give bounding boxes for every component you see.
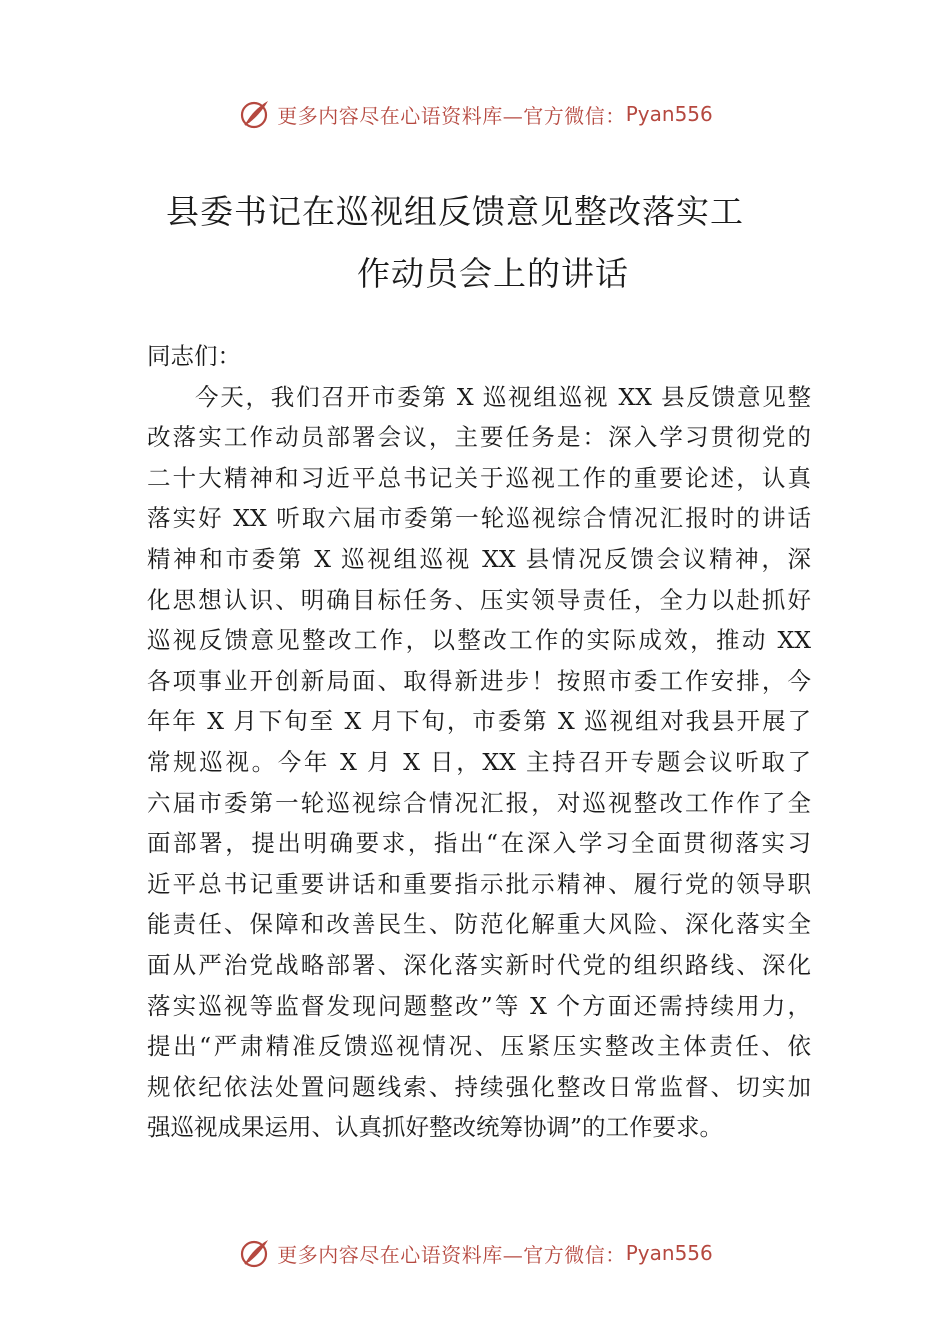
paragraph-line: 常规巡视。今年 X 月 X 日，XX 主持召开专题会议听取了: [147, 747, 811, 776]
watermark-banner-bottom: [0, 1233, 950, 1273]
paragraph-line: 年年 X 月下旬至 X 月下旬，市委第 X 巡视组对我县开展了: [147, 707, 811, 736]
paragraph-line: 提出“严肃精准反馈巡视情况、压紧压实整改主体责任、依: [147, 1032, 811, 1061]
paragraph-line: 规依纪依法处置问题线索、持续强化整改日常监督、切实加: [147, 1072, 811, 1101]
paragraph-line: 六届市委第一轮巡视综合情况汇报，对巡视整改工作作了全: [147, 788, 811, 817]
paragraph-line: 二十大精神和习近平总书记关于巡视工作的重要论述，认真: [147, 463, 811, 492]
paragraph-line: 能责任、保障和改善民生、防范化解重大风险、深化落实全: [147, 910, 811, 939]
watermark-text: 更多内容尽在心语资料库—官方微信：: [277, 103, 626, 128]
watermark-text: 更多内容尽在心语资料库—官方微信：: [277, 1242, 626, 1267]
paragraph-line: 落实巡视等监督发现问题整改”等 X 个方面还需持续用力，: [147, 991, 811, 1020]
paragraph-line: 面部署，提出明确要求，指出“在深入学习全面贯彻落实习: [147, 829, 811, 858]
document-body: [147, 336, 811, 1148]
paragraph-line: 近平总书记重要讲话和重要指示批示精神、履行党的领导职: [147, 869, 811, 898]
salutation: 同志们：: [147, 342, 241, 370]
document-title-line-1: 县委书记在巡视组反馈意见整改落实工: [166, 192, 744, 231]
paragraph-line: 今天，我们召开市委第 X 巡视组巡视 XX 县反馈意见整: [195, 382, 811, 411]
paragraph-line: 各项事业开创新局面、取得新进步！按照市委工作安排，今: [147, 666, 811, 695]
wechat-id: Pyan556: [625, 1241, 713, 1265]
paragraph-line: 落实好 XX 听取六届市委第一轮巡视综合情况汇报时的讲话: [147, 504, 811, 533]
watermark-banner-top: [0, 94, 950, 134]
paragraph-line: 精神和市委第 X 巡视组巡视 XX 县情况反馈会议精神，深: [147, 544, 811, 573]
paragraph-line: 巡视反馈意见整改工作，以整改工作的实际成效，推动 XX: [147, 626, 811, 655]
paragraph-line: 面从严治党战略部署、深化落实新时代党的组织路线、深化: [147, 950, 811, 979]
paragraph-line: 化思想认识、明确目标任务、压实领导责任，全力以赴抓好: [147, 585, 811, 614]
quill-logo-icon: [237, 1235, 273, 1271]
wechat-id: Pyan556: [625, 102, 713, 126]
document-title-line-2: 作动员会上的讲话: [357, 254, 629, 293]
quill-logo-icon: [237, 96, 273, 132]
paragraph-line: 强巡视成果运用、认真抓好整改统筹协调”的工作要求。: [147, 1113, 724, 1142]
paragraph-line: 改落实工作动员部署会议，主要任务是：深入学习贯彻党的: [147, 423, 811, 452]
